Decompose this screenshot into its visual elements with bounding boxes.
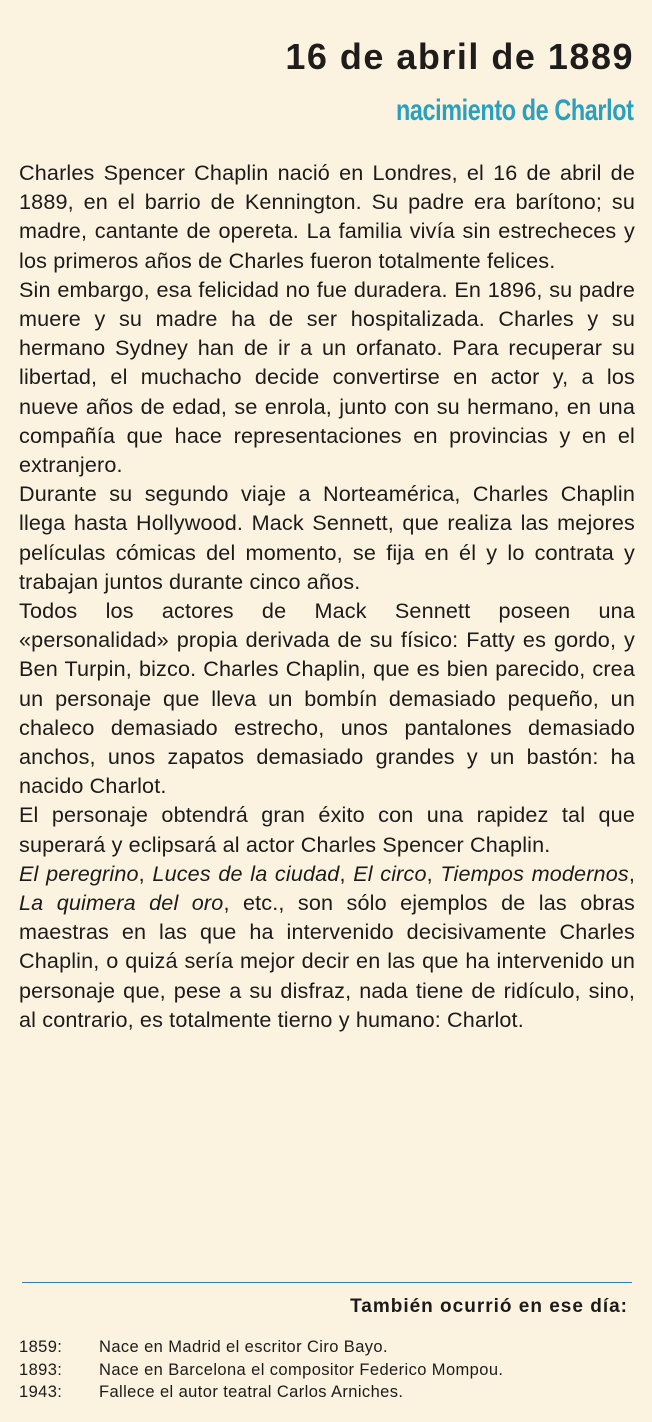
- film-title: El circo: [353, 860, 427, 886]
- section-divider: [22, 1282, 632, 1283]
- events-list: [19, 1336, 503, 1404]
- paragraph-2: Sin embargo, esa felicidad no fue duradera. En 1896, su padre muere y su madre ha de ser hospitalizada. Charles y su hermano Sydney han de ir a un orfanato. Para recuperar su libertad, el muchacho decide convertirse en actor y, a los nueve años de edad, se enrola, junto con su hermano, en una compañía que hace representaciones en provincias y en el extranjero.: [19, 276, 635, 478]
- event-text: Nace en Madrid el escritor Ciro Bayo.: [99, 1338, 388, 1356]
- event-text: Fallece el autor teatral Carlos Arniches.: [99, 1383, 404, 1401]
- article-body: [19, 158, 635, 1034]
- paragraph-1: Charles Spencer Chaplin nació en Londres, el 16 de abril de 1889, en el barrio de Kennington. Su padre era barítono; su madre, cantante de opereta. La familia vivía sin estrecheces y los primeros años de Charles fueron totalmente felices.: [19, 160, 635, 273]
- separator: ,: [138, 860, 153, 886]
- film-title: La quimera del oro: [19, 890, 224, 916]
- film-title: Tiempos modernos: [440, 860, 629, 886]
- event-text: Nace en Barcelona el compositor Federico Mompou.: [99, 1360, 504, 1379]
- page-subtitle: nacimiento de Charlot: [396, 94, 634, 127]
- paragraph-4: Todos los actores de Mack Sennett poseen una «personalidad» propia derivada de su físico: Fatty es gordo, y Ben Turpin, bizco. Charles Chaplin, que es bien parecido, crea un personaje que lleva un bombín demasiado pequeño, un chaleco demasiado estrecho, unos pantalones demasiado anchos, unos zapatos demasiado grandes y un bastón: ha nacido Charlot.: [19, 598, 635, 799]
- separator: ,: [426, 860, 441, 886]
- paragraph-6-rest: , etc., son sólo ejemplos de las obras maestras en las que ha intervenido decisivamente Charles Chaplin, o quizá sería mejor decir en las que ha intervenido un personaje que, pese a su disfraz, nada tiene de ridículo, sino, al contrario, es totalmente tierno y humano: Charlot.: [19, 890, 635, 1032]
- separator: ,: [339, 860, 354, 886]
- event-year: 1893:: [19, 1360, 63, 1379]
- list-item: [19, 1359, 503, 1382]
- paragraph-5: El personaje obtendrá gran éxito con una rapidez tal que superará y eclipsará al actor Charles Spencer Chaplin.: [19, 802, 635, 857]
- film-title: El peregrino: [19, 860, 139, 886]
- also-happened-heading: También ocurrió en ese día:: [350, 1296, 628, 1317]
- page-title: 16 de abril de 1889: [285, 36, 634, 77]
- list-item: [19, 1336, 503, 1359]
- event-year: 1943:: [19, 1383, 63, 1401]
- event-year: 1859:: [19, 1338, 63, 1356]
- film-title: Luces de la ciudad: [152, 860, 340, 886]
- paragraph-6: [19, 859, 635, 1034]
- list-item: [19, 1381, 503, 1404]
- paragraph-3: Durante su segundo viaje a Norteamérica, Charles Chaplin llega hasta Hollywood. Mack Sennett, que realiza las mejores películas cómicas del momento, se fija en él y lo contrata y trabajan juntos durante cinco años.: [19, 481, 635, 594]
- separator: ,: [628, 860, 635, 886]
